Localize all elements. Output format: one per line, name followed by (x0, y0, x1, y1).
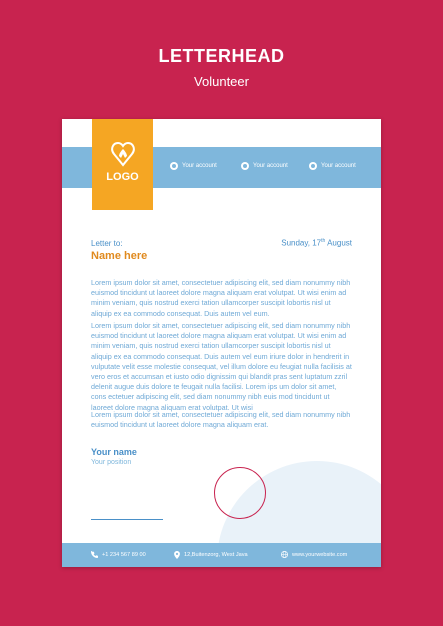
footer-phone (91, 551, 146, 558)
footer-website (281, 551, 347, 558)
body-paragraph: Lorem ipsum dolor sit amet, consectetuer adipiscing elit, sed diam nonummy nibh euismod tincidunt ut laoreet dolore magna aliquam erat volutpat. Ut wisi enim ad minim veniam, quis nostrud exerci tation ullamcorper suscipit lobortis nisl ut aliquip ex ea commodo consequat. Duis autem vel eum. (91, 278, 351, 318)
sender-name: Your name (91, 447, 137, 457)
account-item (170, 162, 217, 170)
location-pin-icon (174, 551, 180, 559)
signature-circle (214, 467, 266, 519)
letterhead-sheet (62, 119, 381, 567)
account-icon (241, 162, 249, 170)
date-ordinal: th (321, 238, 326, 244)
footer-phone-text: +1 234 567 89 00 (102, 551, 146, 558)
account-label: Your account (253, 163, 288, 169)
page-title: LETTERHEAD (158, 46, 285, 66)
page-subtitle: Volunteer (194, 74, 249, 89)
account-item (241, 162, 288, 170)
account-label: Your account (182, 163, 217, 169)
globe-icon (281, 551, 288, 558)
body-paragraph: Lorem ipsum dolor sit amet, consectetuer adipiscing elit, sed diam nonummy nibh euismod tincidunt ut laoreet dolore magna aliquam erat volutpat. Ut wisi enim ad minim veniam, quis nostrud exerci tation ullamcorper suscipit lobortis nisl ut aliquip ex ea commodo consequat. Duis autem vel eum iriure dolor in hendrerit in vulputate velit esse molestie consequat, vel illum dolore eu feugiat nulla facilisis at vero eros et accumsan et iusto odio dignissim qui blandit pras sent luptatum zzril delenit augue duis dolore te feugait nulla facilisi. Lorem ips um dolor sit amet, cons ectetuer adipiscing elit, sed diam nonummy nibh euis mod tincidunt ut laoreet dolore magna aliquam erat volutpat. Ut wisi (91, 321, 352, 412)
body-paragraph: Lorem ipsum dolor sit amet, consectetuer adipiscing elit, sed diam nonummy nibh euismod tincidunt ut laoreet dolore magna aliquam erat. (91, 410, 351, 430)
footer-address-text: 12,Buitenzorg, West Java (184, 552, 248, 558)
date-month: August (325, 238, 352, 248)
date-day: Sunday, 17 (281, 238, 322, 248)
account-icon (170, 162, 178, 170)
sender-position: Your position (91, 459, 132, 466)
recipient-name: Name here (91, 250, 148, 262)
signature-line (91, 519, 163, 520)
logo-text: LOGO (106, 171, 139, 183)
heart-ribbon-icon (110, 141, 136, 167)
footer-website-text[interactable]: www.yourwebsite.com (292, 551, 348, 558)
account-label: Your account (321, 163, 356, 169)
letter-date (281, 238, 352, 248)
account-icon (309, 162, 317, 170)
footer-address (174, 551, 248, 559)
phone-icon (91, 551, 98, 558)
footer-band (62, 543, 381, 567)
logo-box (92, 119, 153, 210)
account-item (309, 162, 356, 170)
letter-to-label: Letter to: (91, 239, 123, 248)
